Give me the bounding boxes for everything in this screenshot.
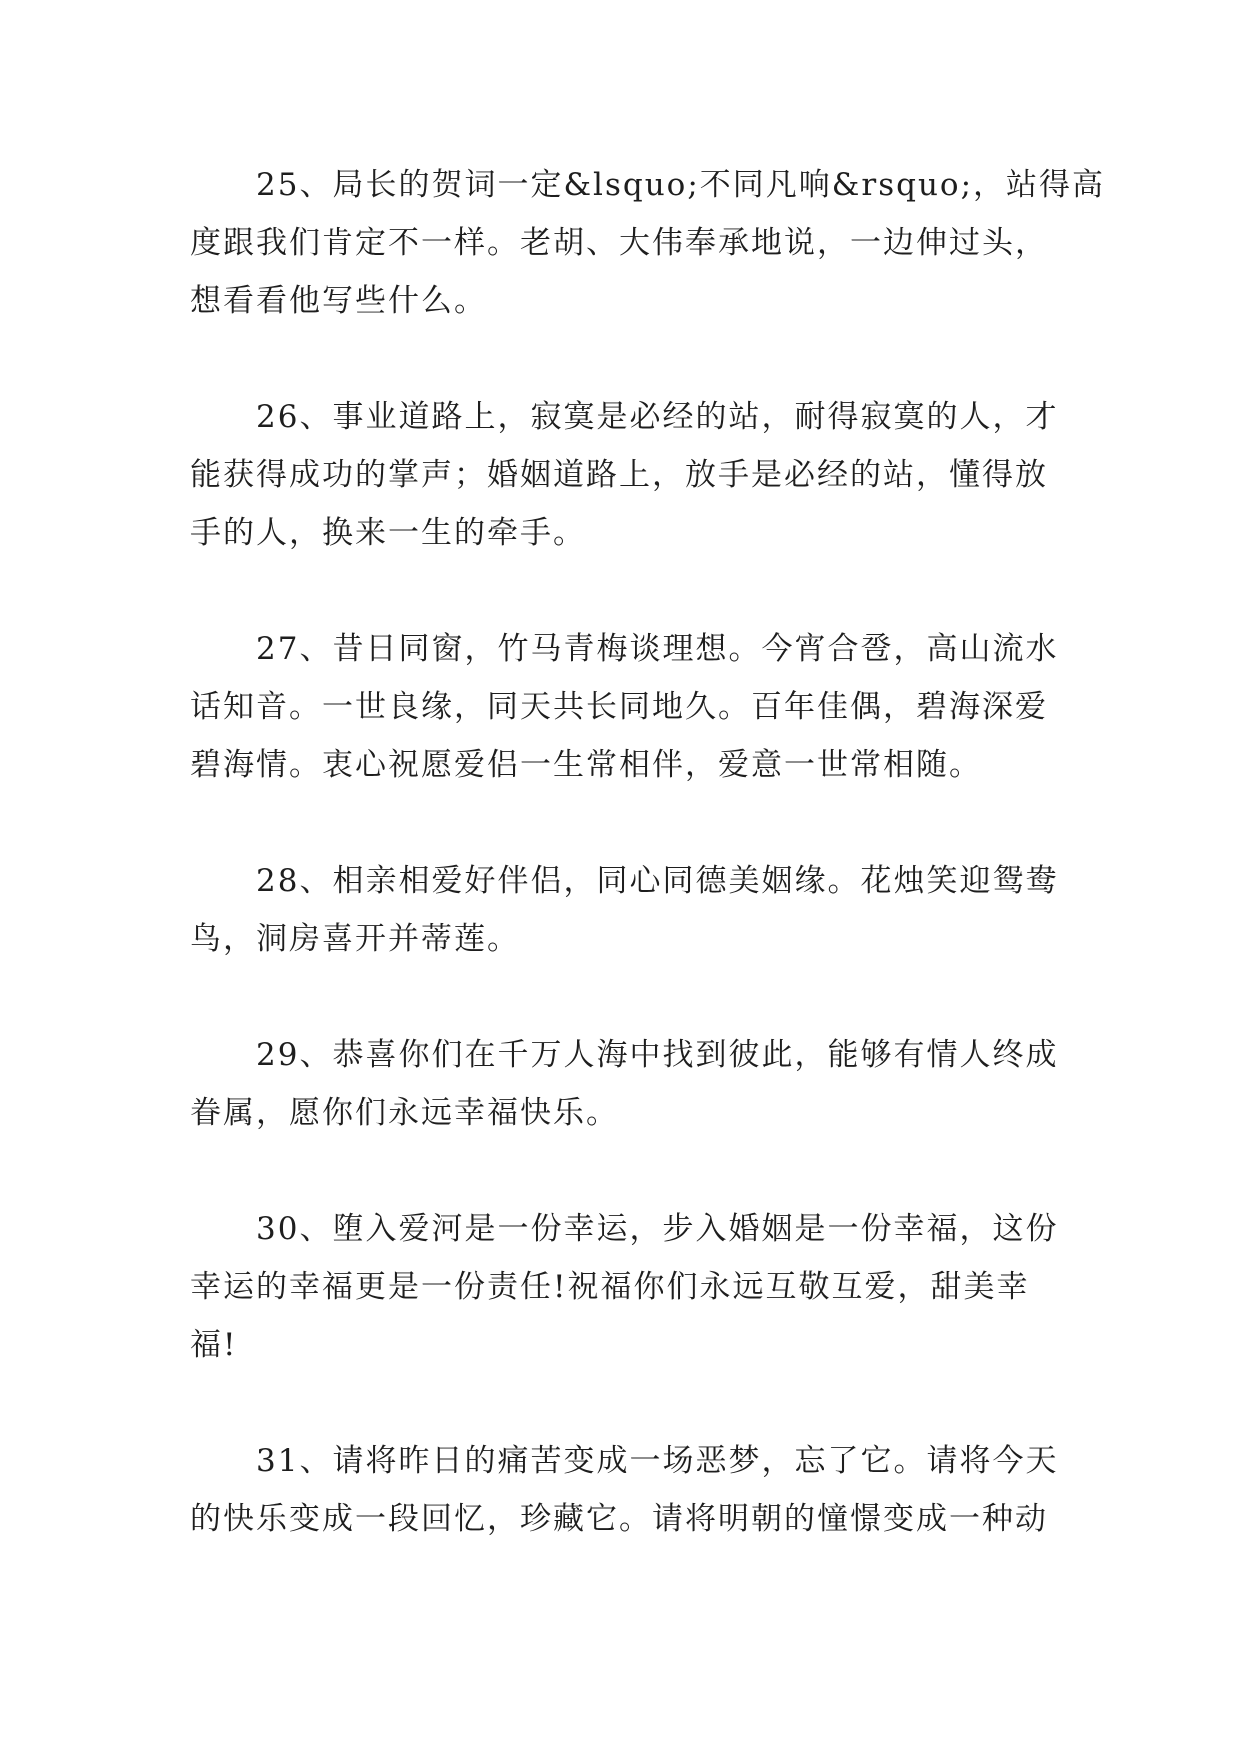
paragraph-28 <box>190 852 1241 968</box>
paragraph-line: 31、请将昨日的痛苦变成一场恶梦，忘了它。请将今天 <box>256 1443 1059 1479</box>
paragraph-line: 碧海情。衷心祝愿爱侣一生常相伴，爱意一世常相随。 <box>190 747 982 783</box>
paragraph-line: 30、堕入爱河是一份幸运，步入婚姻是一份幸福，这份 <box>256 1211 1059 1247</box>
paragraph-30 <box>190 1200 1241 1374</box>
paragraph-line: 29、恭喜你们在千万人海中找到彼此，能够有情人终成 <box>256 1037 1059 1073</box>
paragraph-line: 25、局长的贺词一定&lsquo;不同凡响&rsquo;，站得高 <box>256 167 1106 203</box>
paragraph-line: 26、事业道路上，寂寞是必经的站，耐得寂寞的人，才 <box>256 399 1059 435</box>
paragraph-line: 度跟我们肯定不一样。老胡、大伟奉承地说，一边伸过头， <box>190 225 1048 261</box>
paragraph-29 <box>190 1026 1241 1142</box>
paragraph-26 <box>190 388 1241 562</box>
paragraph-line: 鸟，洞房喜开并蒂莲。 <box>190 921 520 957</box>
paragraph-line: 能获得成功的掌声；婚姻道路上，放手是必经的站，懂得放 <box>190 457 1048 493</box>
paragraph-line: 幸运的幸福更是一份责任!祝福你们永远互敬互爱，甜美幸 <box>190 1269 1030 1305</box>
paragraph-27 <box>190 620 1241 794</box>
paragraph-line: 话知音。一世良缘，同天共长同地久。百年佳偶，碧海深爱 <box>190 689 1048 725</box>
paragraph-line: 的快乐变成一段回忆，珍藏它。请将明朝的憧憬变成一种动 <box>190 1501 1048 1537</box>
paragraph-line: 28、相亲相爱好伴侣，同心同德美姻缘。花烛笑迎鸳鸯 <box>256 863 1059 899</box>
paragraph-line: 手的人，换来一生的牵手。 <box>190 515 586 551</box>
paragraph-31 <box>190 1432 1241 1548</box>
paragraph-line: 福! <box>190 1327 238 1363</box>
paragraph-line: 27、昔日同窗，竹马青梅谈理想。今宵合卺，高山流水 <box>256 631 1059 667</box>
paragraph-25 <box>190 156 1241 330</box>
paragraph-line: 想看看他写些什么。 <box>190 283 487 319</box>
paragraph-line: 眷属，愿你们永远幸福快乐。 <box>190 1095 619 1131</box>
